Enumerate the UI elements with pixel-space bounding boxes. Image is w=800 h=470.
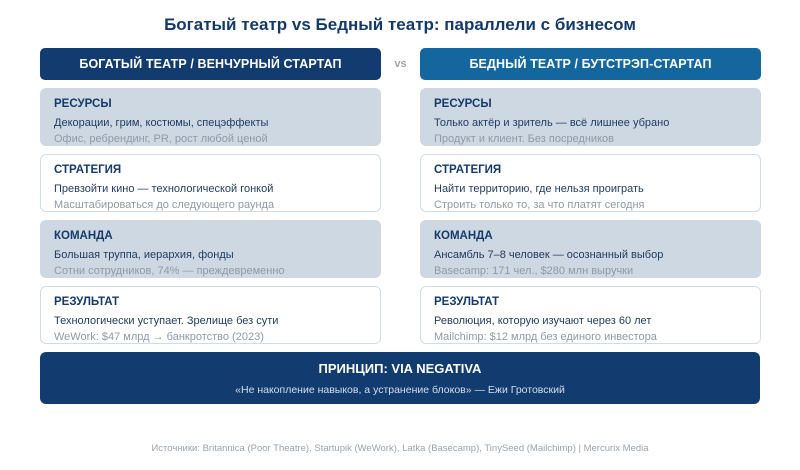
card-heading: РЕЗУЛЬТАТ: [54, 296, 120, 308]
card-heading: СТРАТЕГИЯ: [54, 164, 122, 176]
card-heading: КОМАНДА: [434, 230, 493, 242]
right-card-team: [420, 220, 761, 278]
card-heading: КОМАНДА: [54, 230, 113, 242]
card-heading: СТРАТЕГИЯ: [434, 164, 502, 176]
card-theatre-line: Превзойти кино — технологической гонкой: [54, 183, 274, 195]
card-business-line: Basecamp: 171 чел., $280 млн выручки: [434, 265, 634, 277]
card-heading: РЕЗУЛЬТАТ: [434, 296, 500, 308]
left-card-strategy: [40, 154, 381, 212]
card-heading: РЕСУРСЫ: [434, 98, 492, 110]
principle-title: ПРИНЦИП: VIA NEGATIVA: [318, 361, 482, 376]
card-business-line: Сотни сотрудников, 74% — преждевременно: [54, 265, 285, 277]
right-card-strategy: [420, 154, 761, 212]
page-title: Богатый театр vs Бедный театр: параллели с бизнесом: [164, 15, 636, 34]
poor-theatre-header: БЕДНЫЙ ТЕАТР / БУТСТРЭП-СТАРТАП: [420, 48, 761, 80]
card-business-line: Строить только то, за что платят сегодня: [434, 199, 645, 211]
vs-label: vs: [394, 58, 407, 70]
sources-footnote: Источники: Britannica (Poor Theatre), Startupik (WeWork), Latka (Basecamp), TinySeed (Mailchimp) | Mercurix Media: [151, 443, 649, 454]
principle-quote: «Не накопление навыков, а устранение блоков» — Ежи Гротовский: [235, 384, 565, 396]
card-theatre-line: Ансамбль 7–8 человек — осознанный выбор: [434, 249, 664, 261]
card-theatre-line: Революция, которую изучают через 60 лет: [434, 315, 652, 327]
right-card-resources: [420, 88, 761, 146]
card-heading: РЕСУРСЫ: [54, 98, 112, 110]
principle-banner: [40, 352, 760, 404]
right-card-result: [420, 286, 761, 344]
card-business-line: WeWork: $47 млрд → банкротство (2023): [54, 331, 264, 343]
card-theatre-line: Только актёр и зритель — всё лишнее убрано: [434, 117, 670, 129]
card-business-line: Офис, ребрендинг, PR, рост любой ценой: [54, 133, 268, 145]
rich-theatre-header: БОГАТЫЙ ТЕАТР / ВЕНЧУРНЫЙ СТАРТАП: [40, 48, 381, 80]
left-card-team: [40, 220, 381, 278]
card-theatre-line: Декорации, грим, костюмы, спецэффекты: [54, 117, 269, 129]
left-card-result: [40, 286, 381, 344]
card-theatre-line: Технологически уступает. Зрелище без сути: [54, 315, 279, 327]
card-theatre-line: Найти территорию, где нельзя проиграть: [434, 183, 644, 195]
card-theatre-line: Большая труппа, иерархия, фонды: [54, 249, 234, 261]
card-business-line: Продукт и клиент. Без посредников: [434, 133, 614, 145]
card-business-line: Масштабироваться до следующего раунда: [54, 199, 275, 211]
card-business-line: Mailchimp: $12 млрд без единого инвестора: [434, 331, 657, 343]
left-card-resources: [40, 88, 381, 146]
